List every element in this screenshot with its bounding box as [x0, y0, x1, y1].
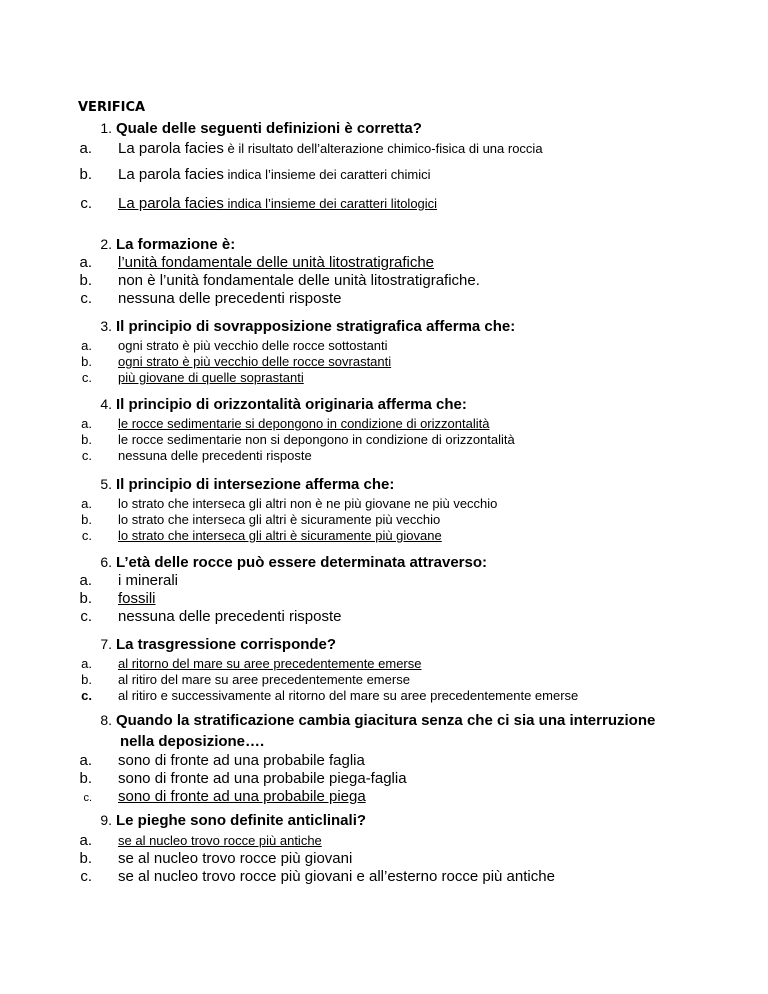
question-number: 7.: [100, 636, 112, 652]
option-b: b. sono di fronte ad una probabile piega-faglia: [79, 770, 407, 787]
option-b: b. al ritiro del mare su aree precedentemente emerse: [81, 672, 410, 687]
option-c: c. sono di fronte ad una probabile piega: [83, 788, 366, 805]
option-a: a. La parola facies è il risultato dell’alterazione chimico-fisica di una roccia: [79, 140, 543, 157]
option-b: b. lo strato che interseca gli altri è sicuramente più vecchio: [81, 512, 441, 527]
option-a: a. le rocce sedimentarie si depongono in condizione di orizzontalità: [81, 416, 490, 431]
option-a: a. lo strato che interseca gli altri non è ne più giovane ne più vecchio: [81, 496, 498, 511]
option-b: b. fossili: [79, 590, 156, 607]
option-c: c. nessuna delle precedenti risposte: [81, 448, 312, 463]
question-6: [0, 554, 768, 626]
question-7: [0, 636, 768, 704]
question-number: 4.: [100, 396, 112, 412]
option-c: c. se al nucleo trovo rocce più giovani e all’esterno rocce più antiche: [80, 868, 555, 885]
question-number: 8.: [100, 712, 112, 728]
document-title: VERIFICA: [78, 100, 146, 115]
question-9: [0, 812, 768, 886]
question-number: 1.: [100, 120, 112, 136]
option-b: b. se al nucleo trovo rocce più giovani: [79, 850, 353, 867]
question-text: Il principio di sovrapposizione stratigrafica afferma che:: [116, 318, 516, 335]
question-3: [0, 318, 768, 386]
question-1: [0, 120, 768, 221]
option-b: b. non è l’unità fondamentale delle unità litostratigrafiche.: [79, 272, 480, 289]
question-text: Il principio di intersezione afferma che:: [116, 476, 395, 493]
question-4: [0, 396, 768, 464]
question-text: L’età delle rocce può essere determinata attraverso:: [116, 554, 487, 571]
question-8: [0, 712, 768, 806]
option-a: a. al ritorno del mare su aree precedentemente emerse: [81, 656, 422, 671]
option-a: a. l’unità fondamentale delle unità litostratigrafiche: [79, 254, 435, 271]
option-b: b. le rocce sedimentarie non si depongono in condizione di orizzontalità: [81, 432, 515, 447]
option-a: a. sono di fronte ad una probabile faglia: [79, 752, 365, 769]
option-c: c. nessuna delle precedenti risposte: [80, 608, 342, 625]
option-a: a. i minerali: [79, 572, 179, 589]
question-text: La trasgressione corrisponde?: [116, 636, 337, 653]
question-number: 2.: [100, 236, 112, 252]
question-text: Quando la stratificazione cambia giacitura senza che ci sia una interruzione: [116, 712, 656, 729]
question-2: [0, 236, 768, 308]
option-b: b. ogni strato è più vecchio delle rocce sovrastanti: [81, 354, 392, 369]
question-text: Quale delle seguenti definizioni è corretta?: [116, 120, 422, 137]
question-5: [0, 476, 768, 544]
question-text: Il principio di orizzontalità originaria afferma che:: [116, 396, 467, 413]
option-c: c. al ritiro e successivamente al ritorno del mare su aree precedentemente emerse: [81, 688, 579, 703]
option-c: c. La parola facies indica l’insieme dei caratteri litologici: [80, 195, 438, 212]
question-number: 9.: [100, 812, 112, 828]
question-text: La formazione è:: [116, 236, 236, 253]
option-a: a. se al nucleo trovo rocce più antiche: [79, 832, 322, 849]
option-c: c. lo strato che interseca gli altri è sicuramente più giovane: [81, 528, 442, 543]
option-c: c. nessuna delle precedenti risposte: [80, 290, 342, 307]
question-number: 3.: [100, 318, 112, 334]
option-c: c. più giovane di quelle soprastanti: [81, 370, 304, 385]
option-a: a. ogni strato è più vecchio delle rocce sottostanti: [81, 338, 388, 353]
option-b: b. La parola facies indica l’insieme dei caratteri chimici: [79, 166, 431, 183]
question-number: 5.: [100, 476, 112, 492]
question-text-continued: nella deposizione….: [120, 733, 265, 750]
question-number: 6.: [100, 554, 112, 570]
question-text: Le pieghe sono definite anticlinali?: [116, 812, 367, 829]
